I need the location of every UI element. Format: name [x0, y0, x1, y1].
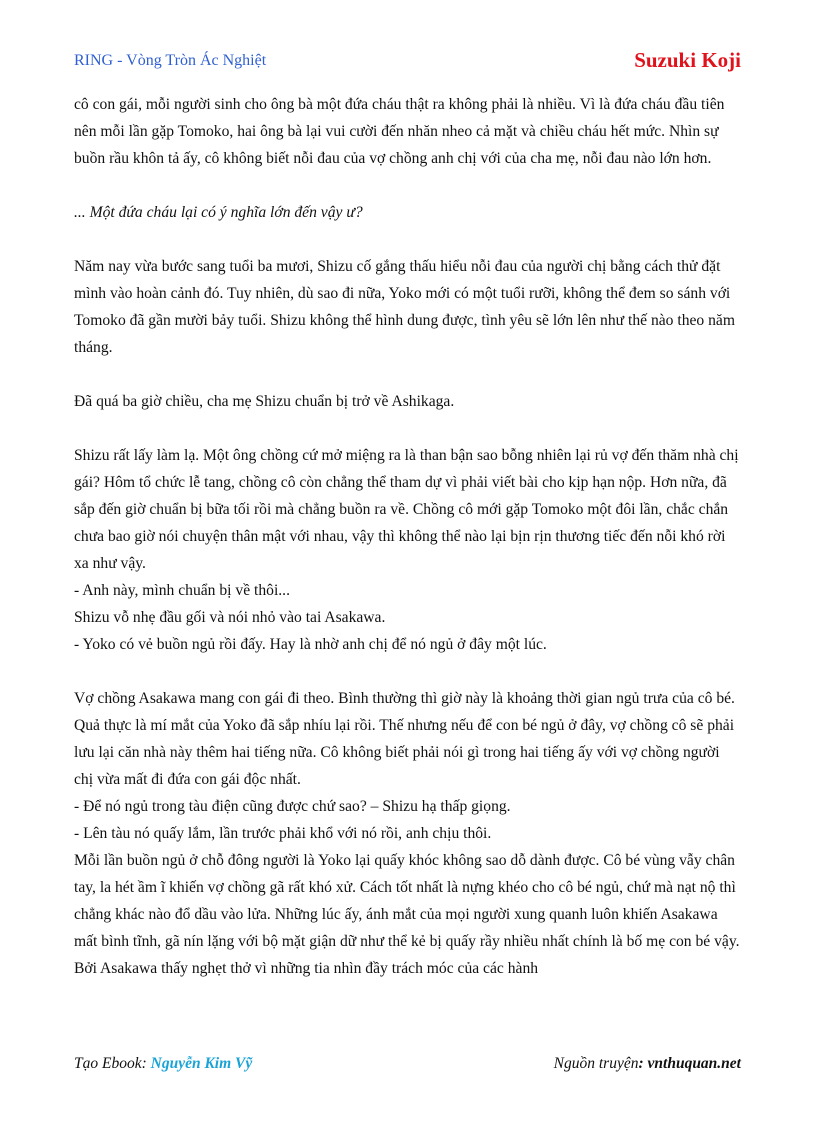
paragraph-gap [74, 415, 742, 442]
paragraph: Shizu vỗ nhẹ đầu gối và nói nhỏ vào tai Asakawa. [74, 609, 386, 626]
creator-name: Nguyễn Kim Vỹ [150, 1055, 253, 1072]
paragraph: Mỗi lần buồn ngủ ở chỗ đông người là Yoko lại quấy khóc không sao dỗ dành được. Cô bé vùng vẫy chân tay, la hét ầm ĩ khiến vợ chồng gã rất khó xử. Cách tốt nhất là nựng khéo cho cô bé ngủ, chứ mà nạt nộ thì chẳng khác nào đổ dầu vào lửa. Những lúc ấy, ánh mắt của mọi người xung quanh luôn khiến Asakawa mất bình tĩnh, gã nín lặng với bộ mặt giận dữ như thể kẻ bị quấy rầy nhiều nhất chính là bố mẹ con bé vậy. Bởi Asakawa thấy nghẹt thở vì những tia nhìn đầy trách móc của các hành [74, 852, 740, 977]
paragraph-gap [74, 361, 742, 388]
page-body [74, 91, 742, 982]
paragraph-gap [74, 226, 742, 253]
paragraph: Đã quá ba giờ chiều, cha mẹ Shizu chuẩn bị trở về Ashikaga. [74, 393, 455, 410]
source-label: Nguồn truyện [553, 1055, 639, 1072]
creator-separator: : [141, 1055, 151, 1072]
paragraph-italic: ... Một đứa cháu lại có ý nghĩa lớn đến vậy ư? [74, 204, 363, 221]
paragraph-gap [74, 172, 742, 199]
source-separator: : [638, 1055, 648, 1072]
paragraph: cô con gái, mỗi người sinh cho ông bà một đứa cháu thật ra không phải là nhiều. Vì là đứa cháu đầu tiên nên mỗi lần gặp Tomoko, hai ông bà lại vui cười đến nhăn nheo cả mặt và chiều cháu hết mức. Nhìn sự buồn rầu khôn tả ấy, cô không biết nỗi đau của vợ chồng anh chị với của cha mẹ, nỗi đau nào lớn hơn. [74, 96, 725, 167]
dialogue-line: - Lên tàu nó quấy lắm, lần trước phải khổ với nó rồi, anh chịu thôi. [74, 825, 492, 842]
paragraph-gap [74, 658, 742, 685]
source-site: vnthuquan.net [647, 1055, 741, 1072]
paragraph: Vợ chồng Asakawa mang con gái đi theo. Bình thường thì giờ này là khoảng thời gian ngủ trưa của cô bé. Quả thực là mí mắt của Yoko đã sắp nhíu lại rồi. Thế nhưng nếu để con bé ngủ ở đây, vợ chồng cô sẽ phải lưu lại căn nhà này thêm hai tiếng nữa. Cô không biết phải nói gì trong hai tiếng ấy với vợ chồng người chị vừa mất đi đứa con gái độc nhất. [74, 690, 735, 788]
book-title: RING - Vòng Tròn Ác Nghiệt [74, 52, 267, 69]
paragraph: Năm nay vừa bước sang tuổi ba mươi, Shizu cố gắng thấu hiểu nỗi đau của người chị bằng cách thử đặt mình vào hoàn cảnh đó. Tuy nhiên, dù sao đi nữa, Yoko mới có một tuổi rưỡi, không thể đem so sánh với Tomoko đã gần mười bảy tuổi. Shizu không thể hình dung được, tình yêu sẽ lớn lên như thế nào theo năm tháng. [74, 258, 735, 356]
ebook-credit [74, 1055, 252, 1073]
source-credit [554, 1055, 741, 1073]
dialogue-line: - Yoko có vẻ buồn ngủ rồi đấy. Hay là nhờ anh chị để nó ngủ ở đây một lúc. [74, 636, 547, 653]
page-footer [74, 1055, 741, 1077]
creator-label: Tạo Ebook [74, 1055, 142, 1072]
dialogue-line: - Để nó ngủ trong tàu điện cũng được chứ sao? – Shizu hạ thấp giọng. [74, 798, 511, 815]
dialogue-line: - Anh này, mình chuẩn bị về thôi... [74, 582, 290, 599]
author-name: Suzuki Koji [634, 48, 741, 72]
paragraph: Shizu rất lấy làm lạ. Một ông chồng cứ mở miệng ra là than bận sao bỗng nhiên lại rủ vợ đến thăm nhà chị gái? Hôm tổ chức lễ tang, chồng cô còn chẳng thể tham dự vì phải viết bài cho kịp hạn nộp. Hơn nữa, đã sắp đến giờ chuẩn bị bữa tối rồi mà chẳng buồn ra về. Chồng cô mới gặp Tomoko một đôi lần, chắc chắn chưa bao giờ nói chuyện thân mật với nhau, vậy thì không thể nào lại bịn rịn thương tiếc đến nỗi khó rời xa như vậy. [74, 447, 739, 572]
page-header [74, 48, 741, 78]
